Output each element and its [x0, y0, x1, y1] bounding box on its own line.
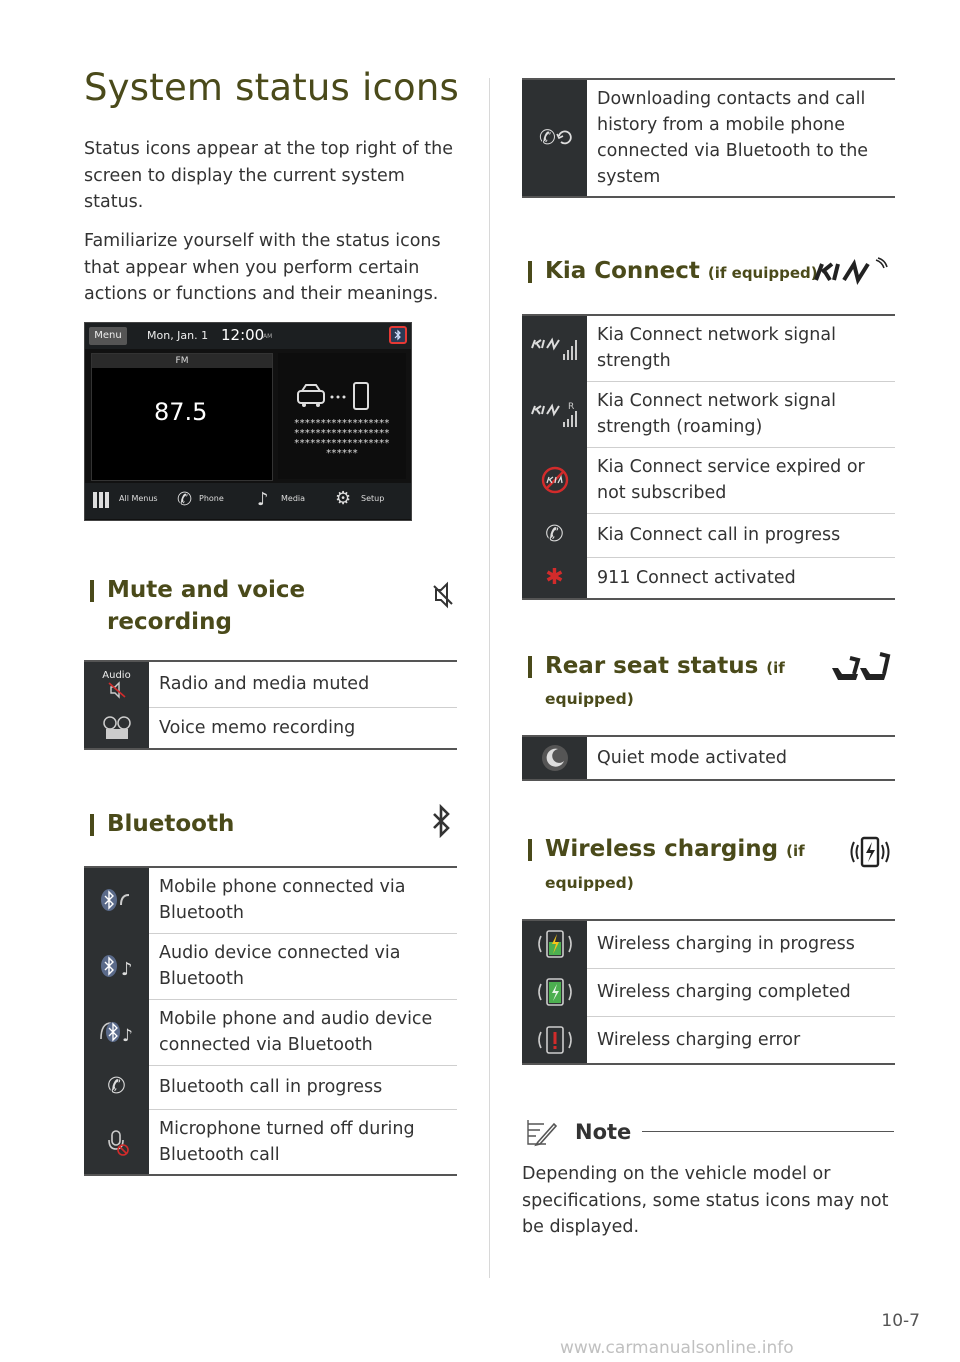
svg-text:♪: ♪ [120, 959, 132, 979]
note-pencil-icon [524, 1118, 558, 1148]
bluetooth-audio-icon [97, 953, 137, 979]
section-title-line: Mute and voice [107, 577, 306, 603]
intro-paragraph-1: Status icons appear at the top right of the screen to display the current system status. [84, 139, 453, 212]
section-heading-bluetooth [107, 808, 234, 840]
row-description: Audio device connected via Bluetooth [149, 933, 457, 999]
section-title-line: recording [107, 609, 232, 635]
table-row [522, 79, 895, 197]
table-row [522, 736, 895, 780]
icon-cell [522, 79, 587, 197]
bluetooth-icon [391, 328, 405, 342]
section-qualifier-line2: equipped) [545, 874, 634, 892]
screen-ampm: AM [263, 333, 273, 340]
emergency-star-icon: ✱ [545, 564, 564, 590]
screen-date: Mon, Jan. 1 [147, 329, 209, 342]
quiet-mode-icon [540, 743, 570, 773]
heading-bar [528, 656, 532, 678]
download-table [522, 78, 895, 198]
row-description: Kia Connect call in progress [587, 513, 895, 557]
row-description: Kia Connect service expired or not subscribed [587, 447, 895, 513]
screen-frequency: 87.5 [154, 398, 208, 426]
screen-setup: Setup [361, 494, 385, 503]
rear-seat-icon [828, 652, 894, 686]
icon-cell [522, 381, 587, 447]
placeholder-line: ****** [326, 448, 358, 459]
table-row [522, 1016, 895, 1064]
placeholder-line: ****************** [294, 418, 390, 429]
kia-service-expired-icon [537, 465, 573, 495]
section-qualifier: (if [786, 842, 805, 860]
car-phone-transfer-icon [294, 381, 390, 413]
speaker-mic-icon [430, 578, 456, 612]
screen-all-menus: All Menus [119, 494, 158, 503]
table-row [522, 557, 895, 599]
icon-cell [84, 999, 149, 1065]
table-row [84, 1065, 457, 1109]
screen-band-label: FM [92, 354, 272, 368]
heading-bar [90, 814, 94, 836]
screen-phone-placeholder [280, 419, 404, 459]
charging-in-progress-icon [535, 928, 575, 960]
kia-call-icon: ✆ [545, 522, 564, 547]
screen-bottom-bar [85, 483, 411, 519]
icon-cell [522, 315, 587, 381]
page-title: System status icons [84, 66, 459, 109]
call-in-progress-icon: ✆ [107, 1074, 126, 1099]
note-heading: Note [575, 1120, 632, 1144]
section-qualifier: (if [766, 659, 785, 677]
note-text: Depending on the vehicle model or specifications, some status icons may not be displayed. [522, 1164, 889, 1237]
infotainment-screen-illustration [84, 322, 412, 521]
row-description: Mobile phone connected via Bluetooth [149, 867, 457, 933]
note-rule [642, 1131, 894, 1132]
section-heading-wireless-charging [545, 833, 805, 867]
table-row [84, 1109, 457, 1175]
table-row [84, 933, 457, 999]
heading-bar [528, 839, 532, 861]
intro-paragraph-2: Familiarize yourself with the status icons that appear when you perform certain actions or functions and their meanings. [84, 231, 441, 304]
table-row [522, 381, 895, 447]
icon-cell [522, 447, 587, 513]
phone-icon: ✆ [177, 489, 193, 510]
bluetooth-icon [428, 804, 456, 838]
section-heading-kia-connect [545, 255, 818, 289]
row-description: Downloading contacts and call history from a mobile phone connected via Bluetooth to the system [597, 89, 869, 187]
kia-connect-table [522, 314, 895, 600]
icon-cell [522, 513, 587, 557]
placeholder-line: ****************** [294, 438, 390, 449]
section-title: Rear seat status [545, 653, 759, 679]
icon-cell [84, 867, 149, 933]
column-divider [489, 78, 490, 1278]
row-description: Kia Connect network signal strength (roaming) [587, 381, 895, 447]
bluetooth-phone-audio-icon [97, 1019, 137, 1045]
icon-cell [84, 1065, 149, 1109]
roaming-label: R [567, 402, 574, 412]
screen-media: Media [281, 494, 306, 503]
audio-muted-icon [105, 681, 129, 699]
kia-signal-roaming-icon [530, 400, 580, 428]
gear-icon: ⚙ [335, 488, 352, 509]
table-row [84, 999, 457, 1065]
row-description: 911 Connect activated [597, 567, 796, 588]
icon-cell [84, 933, 149, 999]
row-description: Bluetooth call in progress [149, 1065, 457, 1109]
section-qualifier: (if equipped) [707, 264, 818, 282]
table-row [522, 447, 895, 513]
table-row [84, 661, 457, 707]
icon-cell [84, 661, 149, 707]
grid-icon [93, 492, 109, 508]
page-number: 10-7 [881, 1311, 920, 1331]
row-description: Quiet mode activated [597, 748, 787, 768]
table-row [522, 968, 895, 1016]
section-heading-mute [107, 574, 387, 638]
audio-label: Audio [102, 669, 131, 681]
watermark: www.carmanualsonline.info [560, 1338, 794, 1358]
heading-bar [90, 580, 94, 602]
screen-time: 12:00 [221, 326, 265, 344]
rear-seat-table [522, 735, 895, 781]
mute-table [84, 660, 457, 750]
row-description: Voice memo recording [159, 717, 356, 738]
charging-error-icon [535, 1024, 575, 1056]
heading-bar [528, 261, 532, 283]
phone-sync-icon [537, 124, 573, 152]
svg-text:✆: ✆ [538, 125, 556, 149]
section-qualifier-line2: equipped) [545, 690, 634, 708]
wireless-charging-icon [846, 832, 894, 872]
screen-menu-button: Menu [89, 327, 127, 345]
row-description: Microphone turned off during Bluetooth call [159, 1118, 415, 1165]
table-row [84, 707, 457, 749]
row-description: Wireless charging completed [587, 968, 895, 1016]
icon-cell [522, 920, 587, 968]
music-note-icon: ♪ [257, 489, 269, 510]
section-title: Wireless charging [545, 836, 779, 862]
screen-phone: Phone [199, 494, 224, 503]
charging-completed-icon [535, 976, 575, 1008]
microphone-off-icon [104, 1128, 130, 1156]
placeholder-line: ****************** [294, 428, 390, 439]
kia-logo-icon [814, 256, 890, 286]
icon-cell [522, 1016, 587, 1064]
highlighted-status-icon [389, 326, 407, 344]
table-row [84, 867, 457, 933]
bluetooth-table [84, 866, 457, 1176]
screen-phone-panel [278, 353, 406, 479]
icon-cell [84, 1109, 149, 1175]
bluetooth-phone-icon [97, 887, 137, 913]
row-description: Mobile phone and audio device connected via Bluetooth [149, 999, 457, 1065]
row-description: Wireless charging in progress [587, 920, 895, 968]
svg-text:♪: ♪ [121, 1026, 133, 1045]
row-description: Radio and media muted [149, 661, 457, 707]
section-title: Kia Connect [545, 258, 700, 284]
icon-cell [522, 736, 587, 780]
screen-radio-panel [91, 353, 273, 481]
table-row [522, 920, 895, 968]
icon-cell [522, 557, 587, 599]
row-description: Kia Connect network signal strength [587, 315, 895, 381]
table-row [522, 315, 895, 381]
kia-signal-icon [530, 334, 580, 362]
icon-cell [522, 968, 587, 1016]
icon-cell [84, 707, 149, 749]
section-title: Bluetooth [107, 811, 235, 837]
wireless-charging-table [522, 919, 895, 1065]
row-description: Wireless charging error [597, 1029, 801, 1050]
table-row [522, 513, 895, 557]
section-heading-rear-seat [545, 650, 795, 684]
voice-memo-icon [100, 715, 134, 741]
